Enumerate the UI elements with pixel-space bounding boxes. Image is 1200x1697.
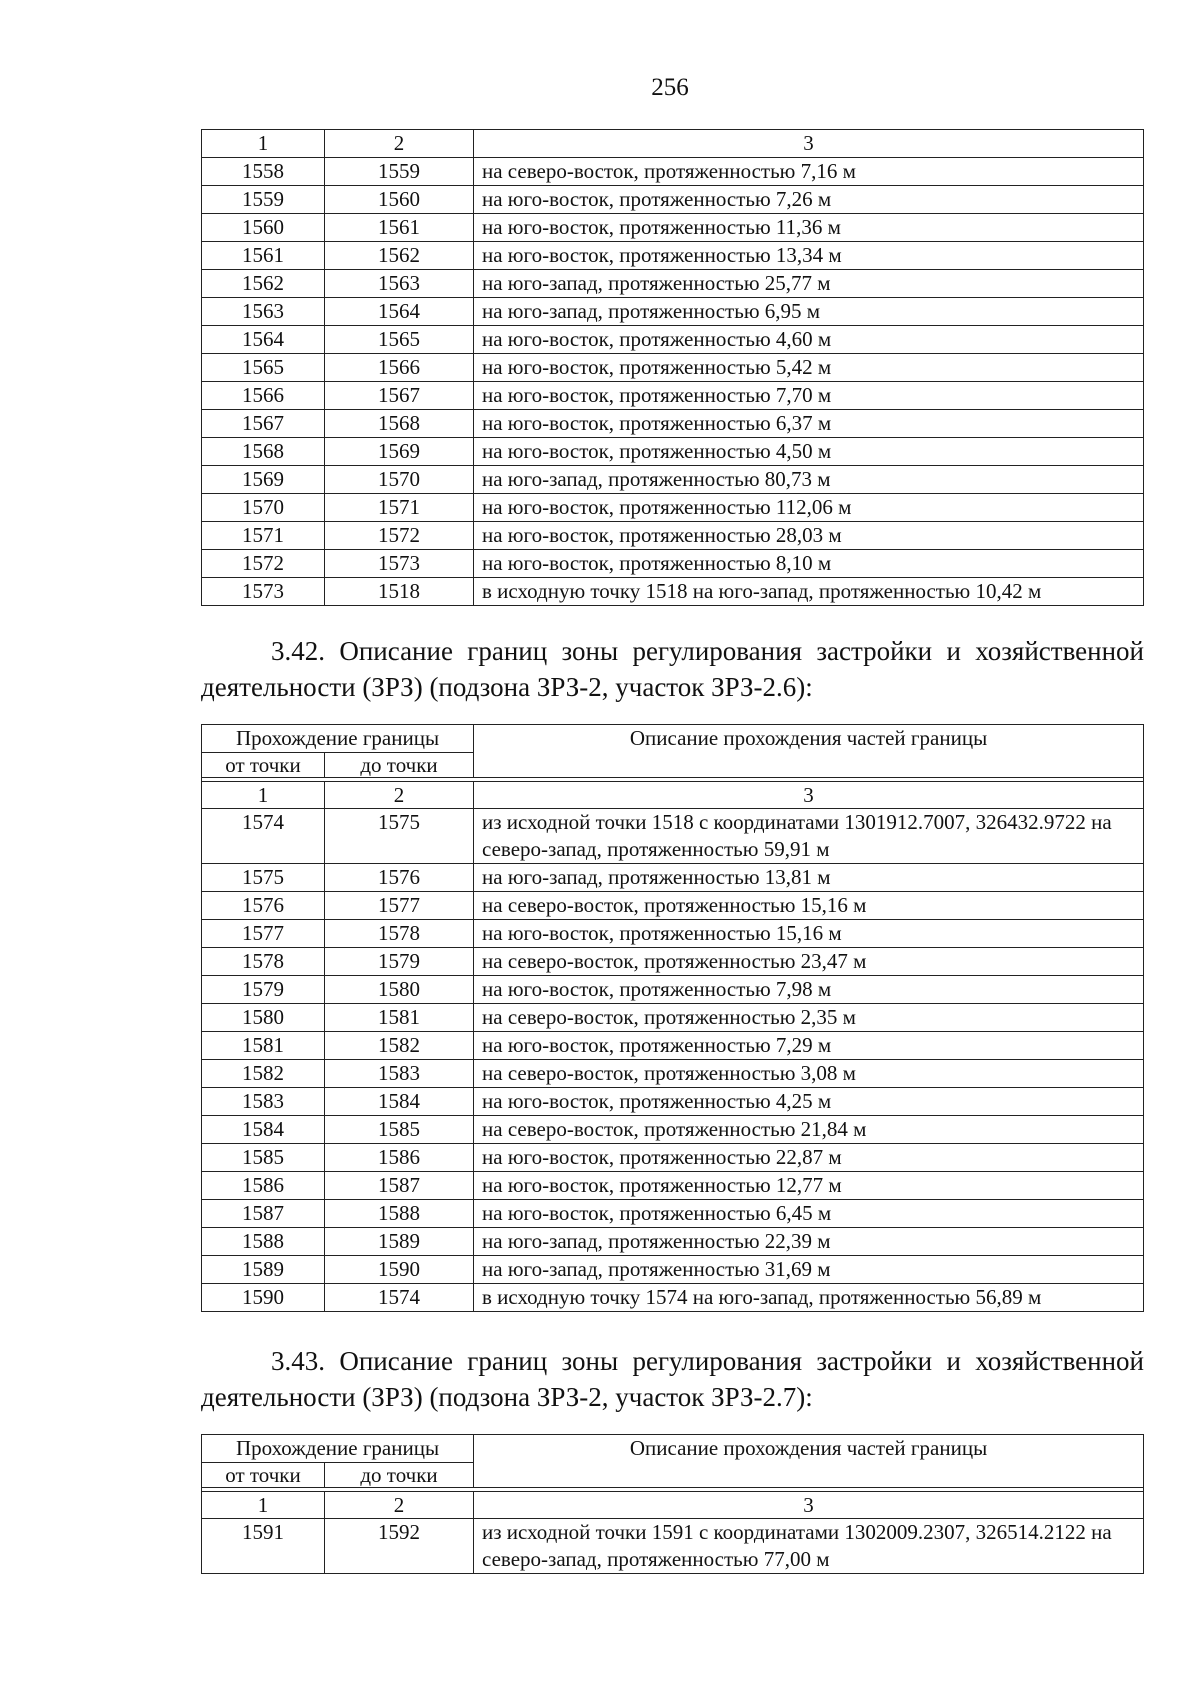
to-point-cell: 1563 <box>325 270 474 298</box>
column-number-2: 2 <box>325 130 474 158</box>
from-point-cell: 1573 <box>202 578 325 606</box>
description-cell: на юго-восток, протяженностью 11,36 м <box>474 214 1144 242</box>
from-point-cell: 1568 <box>202 438 325 466</box>
table-row <box>202 1088 1144 1116</box>
description-cell: на юго-восток, протяженностью 22,87 м <box>474 1144 1144 1172</box>
to-point-cell: 1585 <box>325 1116 474 1144</box>
table-row <box>202 158 1144 186</box>
table-row <box>202 298 1144 326</box>
to-point-cell: 1579 <box>325 948 474 976</box>
description-cell: на северо-восток, протяженностью 7,16 м <box>474 158 1144 186</box>
table-row <box>202 1519 1144 1574</box>
to-point-cell: 1587 <box>325 1172 474 1200</box>
section-heading-3-43 <box>201 1343 1144 1415</box>
table-row <box>202 892 1144 920</box>
from-point-cell: 1571 <box>202 522 325 550</box>
from-point-cell: 1574 <box>202 809 325 864</box>
column-number-2: 2 <box>325 782 474 809</box>
table-numbering-row <box>202 1492 1144 1519</box>
table-numbering-row <box>202 782 1144 809</box>
to-point-cell: 1568 <box>325 410 474 438</box>
to-point-cell: 1559 <box>325 158 474 186</box>
description-cell: на юго-восток, протяженностью 12,77 м <box>474 1172 1144 1200</box>
column-number-3: 3 <box>474 130 1144 158</box>
to-point-cell: 1582 <box>325 1032 474 1060</box>
description-cell: на юго-восток, протяженностью 6,45 м <box>474 1200 1144 1228</box>
table-row <box>202 186 1144 214</box>
table-row <box>202 864 1144 892</box>
to-point-cell: 1588 <box>325 1200 474 1228</box>
from-point-cell: 1578 <box>202 948 325 976</box>
description-cell: на юго-восток, протяженностью 4,50 м <box>474 438 1144 466</box>
header-description: Описание прохождения частей границы <box>474 1435 1144 1488</box>
description-cell: на северо-восток, протяженностью 2,35 м <box>474 1004 1144 1032</box>
header-from-point: от точки <box>202 753 325 778</box>
from-point-cell: 1586 <box>202 1172 325 1200</box>
to-point-cell: 1586 <box>325 1144 474 1172</box>
to-point-cell: 1573 <box>325 550 474 578</box>
description-cell: на юго-запад, протяженностью 31,69 м <box>474 1256 1144 1284</box>
section-heading-3-42 <box>201 633 1144 705</box>
column-number-2: 2 <box>325 1492 474 1519</box>
to-point-cell: 1565 <box>325 326 474 354</box>
table-row <box>202 1200 1144 1228</box>
description-cell: на северо-восток, протяженностью 15,16 м <box>474 892 1144 920</box>
table-row <box>202 920 1144 948</box>
table-row <box>202 1228 1144 1256</box>
description-cell: на юго-восток, протяженностью 7,26 м <box>474 186 1144 214</box>
from-point-cell: 1589 <box>202 1256 325 1284</box>
table-row <box>202 270 1144 298</box>
description-cell: на северо-восток, протяженностью 23,47 м <box>474 948 1144 976</box>
table-row <box>202 382 1144 410</box>
to-point-cell: 1561 <box>325 214 474 242</box>
description-cell: на юго-восток, протяженностью 7,98 м <box>474 976 1144 1004</box>
description-cell: в исходную точку 1518 на юго-запад, протяженностью 10,42 м <box>474 578 1144 606</box>
table-row <box>202 410 1144 438</box>
description-cell: на юго-восток, протяженностью 28,03 м <box>474 522 1144 550</box>
header-boundary-passage: Прохождение границы <box>202 1435 474 1463</box>
page-number: 256 <box>651 74 689 101</box>
from-point-cell: 1560 <box>202 214 325 242</box>
from-point-cell: 1591 <box>202 1519 325 1574</box>
table-row <box>202 466 1144 494</box>
description-cell: на юго-восток, протяженностью 13,34 м <box>474 242 1144 270</box>
to-point-cell: 1570 <box>325 466 474 494</box>
to-point-cell: 1576 <box>325 864 474 892</box>
from-point-cell: 1570 <box>202 494 325 522</box>
column-number-3: 3 <box>474 782 1144 809</box>
description-cell: на юго-восток, протяженностью 5,42 м <box>474 354 1144 382</box>
table-row <box>202 578 1144 606</box>
to-point-cell: 1564 <box>325 298 474 326</box>
from-point-cell: 1584 <box>202 1116 325 1144</box>
to-point-cell: 1577 <box>325 892 474 920</box>
from-point-cell: 1588 <box>202 1228 325 1256</box>
to-point-cell: 1560 <box>325 186 474 214</box>
to-point-cell: 1575 <box>325 809 474 864</box>
to-point-cell: 1571 <box>325 494 474 522</box>
header-to-point: до точки <box>325 1463 474 1488</box>
column-number-1: 1 <box>202 782 325 809</box>
from-point-cell: 1577 <box>202 920 325 948</box>
description-cell: на юго-восток, протяженностью 8,10 м <box>474 550 1144 578</box>
to-point-cell: 1518 <box>325 578 474 606</box>
description-cell: на юго-запад, протяженностью 22,39 м <box>474 1228 1144 1256</box>
from-point-cell: 1558 <box>202 158 325 186</box>
to-point-cell: 1567 <box>325 382 474 410</box>
description-cell: на юго-запад, протяженностью 80,73 м <box>474 466 1144 494</box>
header-description: Описание прохождения частей границы <box>474 725 1144 778</box>
from-point-cell: 1575 <box>202 864 325 892</box>
header-to-point: до точки <box>325 753 474 778</box>
description-cell: из исходной точки 1518 с координатами 1301912.7007, 326432.9722 на северо-запад, протяженностью 59,91 м <box>474 809 1144 864</box>
table-body <box>202 158 1144 606</box>
table-row <box>202 494 1144 522</box>
from-point-cell: 1572 <box>202 550 325 578</box>
table-row <box>202 1032 1144 1060</box>
table-row <box>202 214 1144 242</box>
to-point-cell: 1578 <box>325 920 474 948</box>
to-point-cell: 1566 <box>325 354 474 382</box>
description-cell: на юго-восток, протяженностью 7,29 м <box>474 1032 1144 1060</box>
description-cell: на юго-запад, протяженностью 6,95 м <box>474 298 1144 326</box>
from-point-cell: 1585 <box>202 1144 325 1172</box>
from-point-cell: 1583 <box>202 1088 325 1116</box>
to-point-cell: 1590 <box>325 1256 474 1284</box>
description-cell: на юго-запад, протяженностью 13,81 м <box>474 864 1144 892</box>
table-row <box>202 354 1144 382</box>
description-cell: на северо-восток, протяженностью 21,84 м <box>474 1116 1144 1144</box>
from-point-cell: 1566 <box>202 382 325 410</box>
table-row <box>202 1004 1144 1032</box>
description-cell: на юго-восток, протяженностью 4,25 м <box>474 1088 1144 1116</box>
from-point-cell: 1562 <box>202 270 325 298</box>
to-point-cell: 1580 <box>325 976 474 1004</box>
from-point-cell: 1561 <box>202 242 325 270</box>
to-point-cell: 1569 <box>325 438 474 466</box>
header-from-point: от точки <box>202 1463 325 1488</box>
description-cell: на юго-восток, протяженностью 15,16 м <box>474 920 1144 948</box>
table-row <box>202 976 1144 1004</box>
description-cell: на юго-восток, протяженностью 6,37 м <box>474 410 1144 438</box>
table-body <box>202 1519 1144 1574</box>
table-row <box>202 242 1144 270</box>
from-point-cell: 1559 <box>202 186 325 214</box>
to-point-cell: 1572 <box>325 522 474 550</box>
table-row <box>202 809 1144 864</box>
to-point-cell: 1584 <box>325 1088 474 1116</box>
table-body <box>202 809 1144 1312</box>
description-cell: на юго-запад, протяженностью 25,77 м <box>474 270 1144 298</box>
from-point-cell: 1565 <box>202 354 325 382</box>
to-point-cell: 1583 <box>325 1060 474 1088</box>
table-numbering-row <box>202 130 1144 158</box>
description-cell: на северо-восток, протяженностью 3,08 м <box>474 1060 1144 1088</box>
table-row <box>202 948 1144 976</box>
section-heading-text: 3.43. Описание границ зоны регулирования застройки и хозяйственной деятельности (ЗРЗ) (подзона ЗРЗ-2, участок ЗРЗ-2.7): <box>201 1346 1144 1412</box>
from-point-cell: 1579 <box>202 976 325 1004</box>
table-row <box>202 1116 1144 1144</box>
from-point-cell: 1563 <box>202 298 325 326</box>
description-cell: на юго-восток, протяженностью 4,60 м <box>474 326 1144 354</box>
from-point-cell: 1567 <box>202 410 325 438</box>
column-number-1: 1 <box>202 1492 325 1519</box>
description-cell: из исходной точки 1591 с координатами 1302009.2307, 326514.2122 на северо-запад, протяженностью 77,00 м <box>474 1519 1144 1574</box>
from-point-cell: 1569 <box>202 466 325 494</box>
table-row <box>202 550 1144 578</box>
from-point-cell: 1564 <box>202 326 325 354</box>
description-cell: на юго-восток, протяженностью 112,06 м <box>474 494 1144 522</box>
table-row <box>202 1172 1144 1200</box>
table-row <box>202 326 1144 354</box>
table-row <box>202 1060 1144 1088</box>
from-point-cell: 1581 <box>202 1032 325 1060</box>
boundary-table-continued <box>201 129 1144 606</box>
table-row <box>202 1256 1144 1284</box>
column-number-3: 3 <box>474 1492 1144 1519</box>
table-row <box>202 522 1144 550</box>
from-point-cell: 1576 <box>202 892 325 920</box>
to-point-cell: 1574 <box>325 1284 474 1312</box>
description-cell: на юго-восток, протяженностью 7,70 м <box>474 382 1144 410</box>
from-point-cell: 1580 <box>202 1004 325 1032</box>
table-row <box>202 438 1144 466</box>
to-point-cell: 1589 <box>325 1228 474 1256</box>
description-cell: в исходную точку 1574 на юго-запад, протяженностью 56,89 м <box>474 1284 1144 1312</box>
to-point-cell: 1592 <box>325 1519 474 1574</box>
boundary-table-3-42 <box>201 724 1144 1312</box>
to-point-cell: 1581 <box>325 1004 474 1032</box>
section-heading-text: 3.42. Описание границ зоны регулирования застройки и хозяйственной деятельности (ЗРЗ) (подзона ЗРЗ-2, участок ЗРЗ-2.6): <box>201 636 1144 702</box>
boundary-table-3-43 <box>201 1434 1144 1574</box>
to-point-cell: 1562 <box>325 242 474 270</box>
from-point-cell: 1590 <box>202 1284 325 1312</box>
header-boundary-passage: Прохождение границы <box>202 725 474 753</box>
from-point-cell: 1582 <box>202 1060 325 1088</box>
table-row <box>202 1284 1144 1312</box>
column-number-1: 1 <box>202 130 325 158</box>
from-point-cell: 1587 <box>202 1200 325 1228</box>
table-row <box>202 1144 1144 1172</box>
